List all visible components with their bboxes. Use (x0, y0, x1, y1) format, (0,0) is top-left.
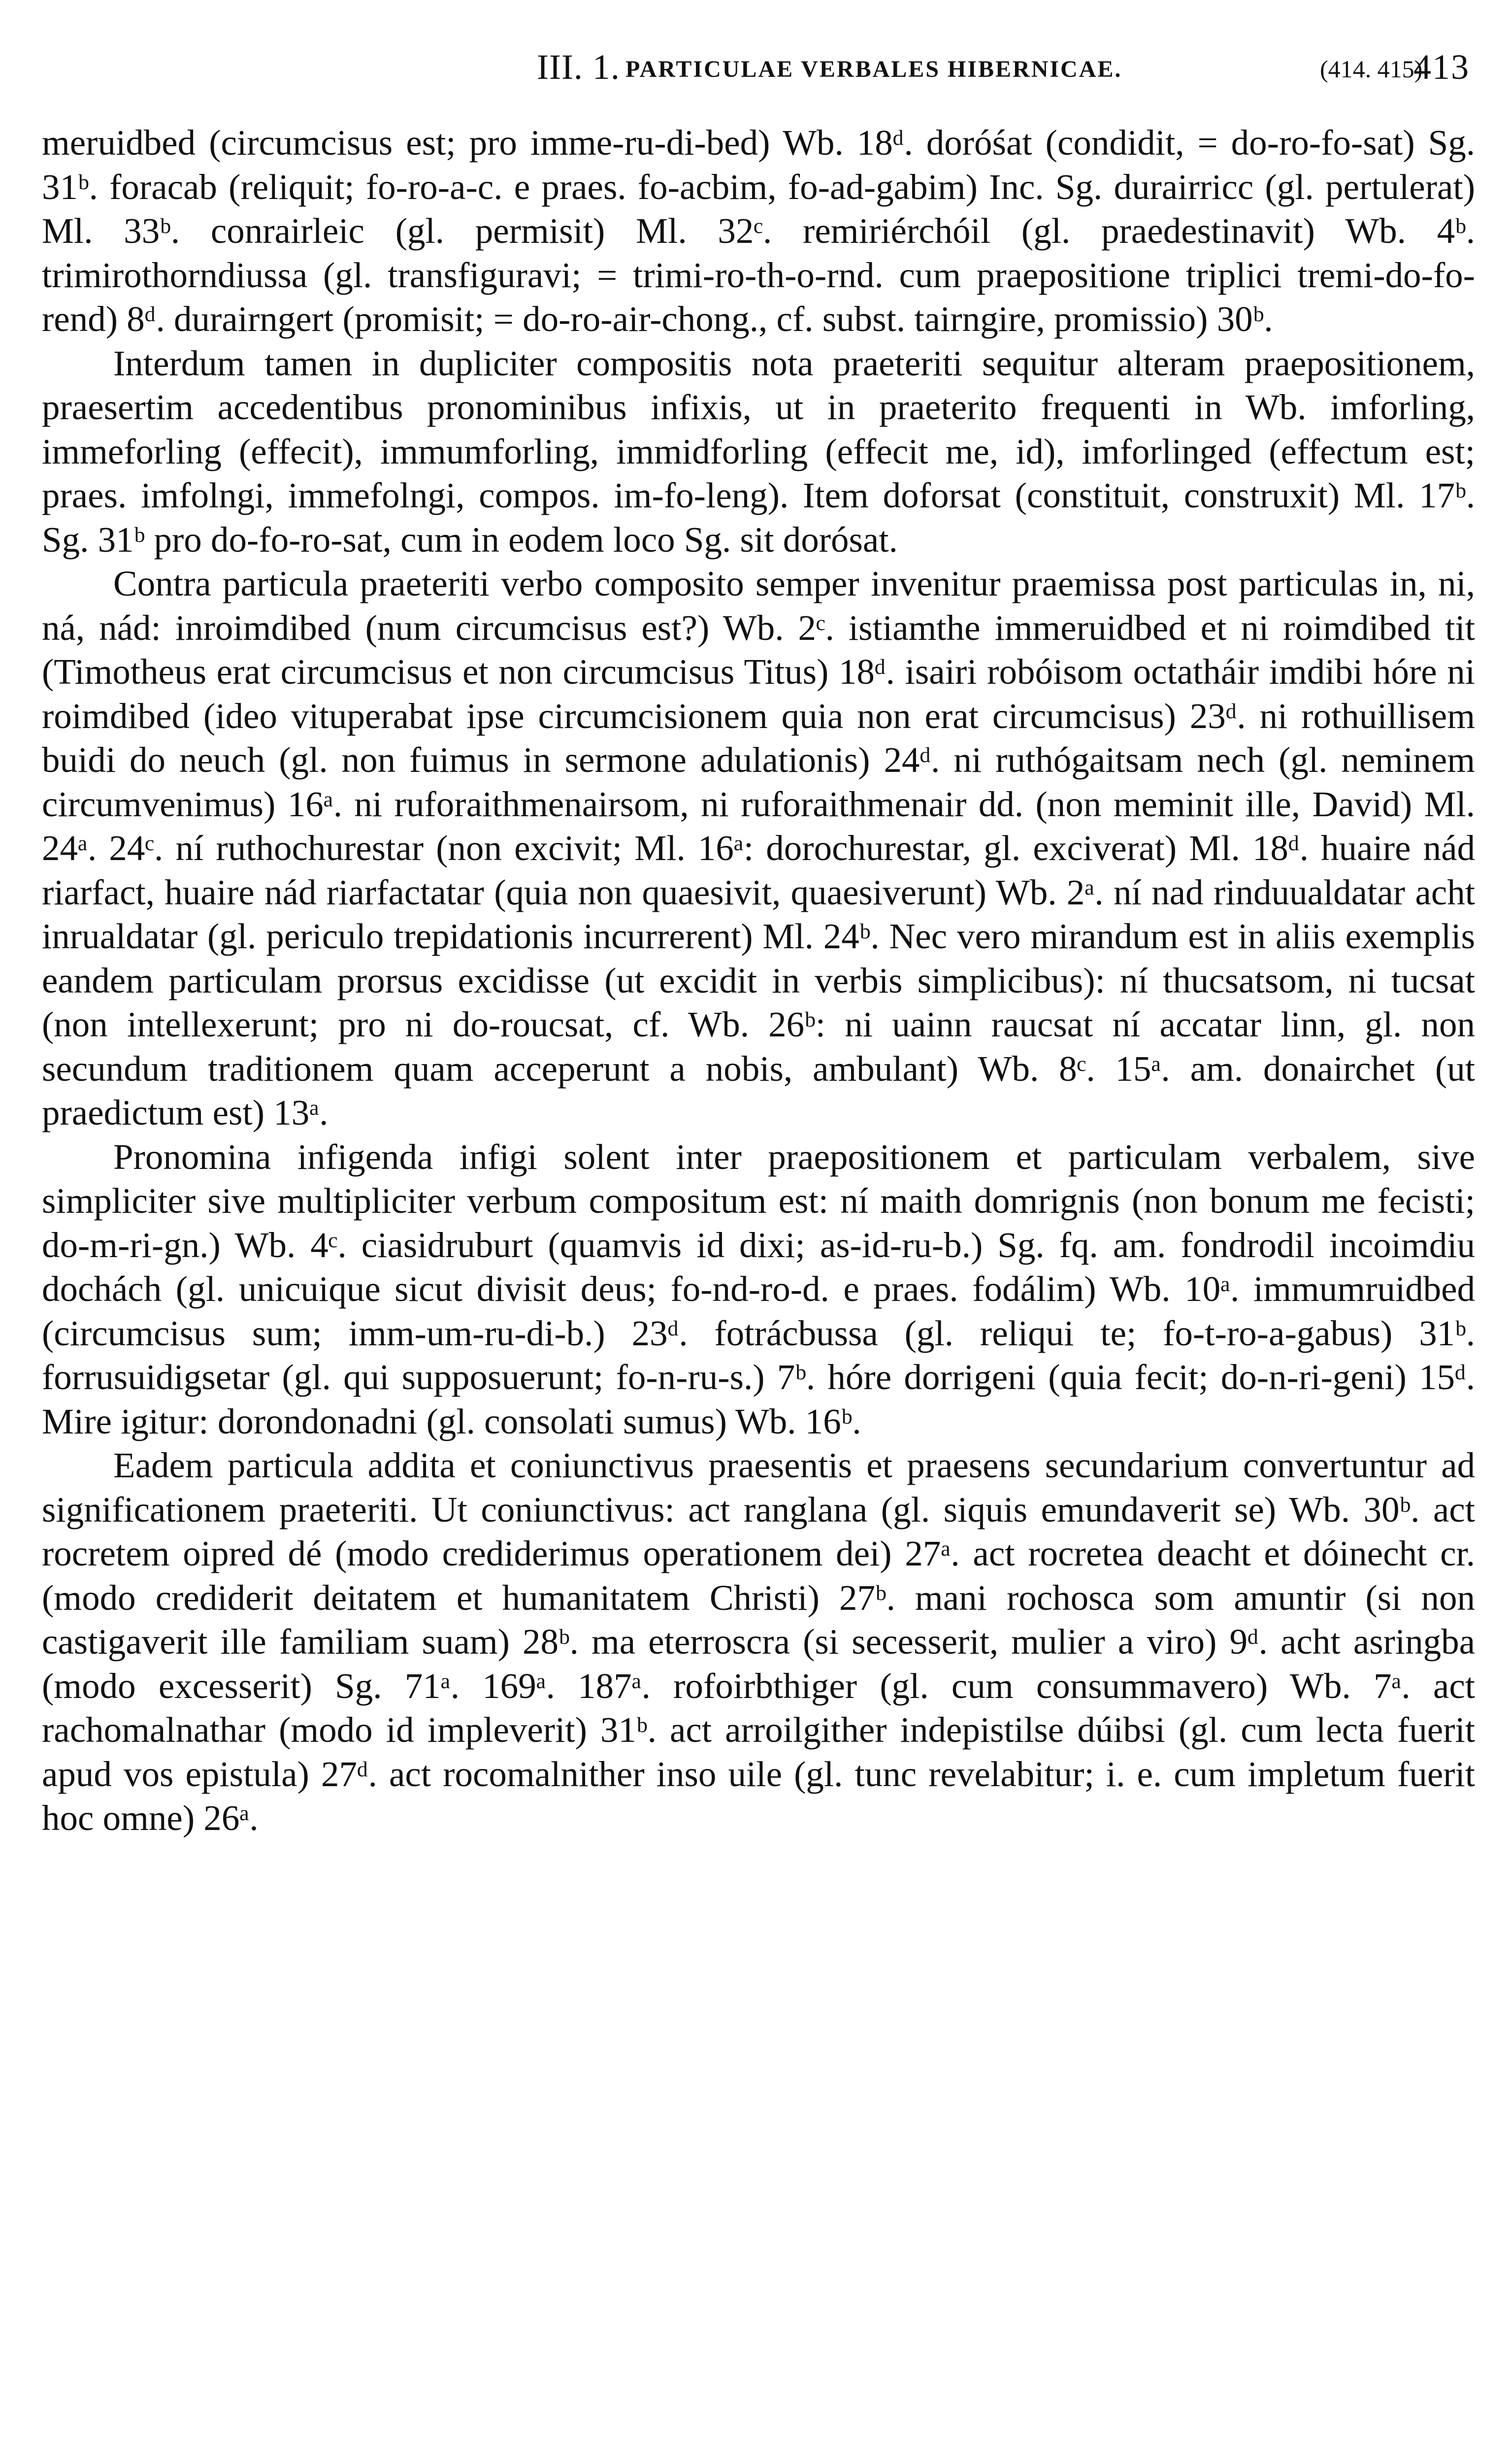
paragraph (42, 1443, 1475, 1840)
paragraph-text: meruidbed (circumcisus est; pro imme-ru-di-bed) Wb. 18ᵈ. doróśat (condidit, = do-ro-fo-sat) Sg. 31ᵇ. foracab (reliquit; fo-ro-a-c. e praes. fo-acbim, fo-ad-gabim) Inc. Sg. durairricc (gl. pertulerat) Ml. 33ᵇ. conrairleic (gl. permisit) Ml. 32ᶜ. remiriérchóil (gl. praedestinavit) Wb. 4ᵇ. trimirothorndiussa (gl. transfiguravi; = trimi-ro-th-o-rnd. cum praepositione triplici tremi-do-fo-rend) 8ᵈ. durairngert (promisit; = do-ro-air-chong., cf. subst. tairngire, promissio) 30ᵇ. (42, 123, 1475, 339)
paragraph-text: Contra particula praeteriti verbo composito semper invenitur praemissa post particulas in, ni, ná, nád: inroimdibed (num circumcisus est?) Wb. 2ᶜ. istiamthe immeruidbed et ni roimdibed tit (Timotheus erat circumcisus et non circumcisus Titus) 18ᵈ. isairi robóisom octatháir imdibi hóre ni roimdibed (ideo vituperabat ipse circumcisionem quia non erat circumcisus) 23ᵈ. ni rothuillisem buidi do neuch (gl. non fuimus in sermone adulationis) 24ᵈ. ni ruthógaitsam nech (gl. neminem circumvenimus) 16ᵃ. ni ruforaithmenairsom, ni ruforaithmenair dd. (non meminit ille, David) Ml. 24ᵃ. 24ᶜ. ní ruthochurestar (non excivit; Ml. 16ᵃ: dorochurestar, gl. exciverat) Ml. 18ᵈ. huaire nád riarfact, huaire nád riarfactatar (quia non quaesivit, quaesiverunt) Wb. 2ᵃ. ní nad rinduualdatar acht inrualdatar (gl. periculo trepidationis incurrerent) Ml. 24ᵇ. Nec vero mirandum est in aliis exemplis eandem particulam prorsus excidisse (ut excidit in verbis simplicibus): ní thucsatsom, ni tucsat (non intellexerunt; pro ni do-roucsat, cf. Wb. 26ᵇ: ni uainn raucsat ní accatar linn, gl. non secundum traditionem quam acceperunt a nobis, ambulant) Wb. 8ᶜ. 15ᵃ. am. donairchet (ut praedictum est) 13ᵃ. (42, 564, 1475, 1132)
section-range: (414. 415) (1320, 55, 1423, 83)
body-text (42, 121, 1475, 1840)
paragraph (42, 121, 1475, 341)
page-number: 413 (1413, 47, 1470, 87)
paragraph (42, 341, 1475, 562)
paragraph-text: Eadem particula addita et coniunctivus praesentis et praesens secundarium convertuntur ad significationem praeteriti. Ut coniunctivus: act ranglana (gl. siquis emundaverit se) Wb. 30ᵇ. act rocretem oipred dé (modo crediderimus operationem dei) 27ᵃ. act rocretea deacht et dóinecht cr. (modo crediderit deitatem et humanitatem Christi) 27ᵇ. mani rochosca som amuntir (si non castigaverit ille familiam suam) 28ᵇ. ma eterroscra (si secesserit, mulier a viro) 9ᵈ. acht asringba (modo excesserit) Sg. 71ᵃ. 169ᵃ. 187ᵃ. rofoirbthiger (gl. cum consummavero) Wb. 7ᵃ. act rachomalnathar (modo id impleverit) 31ᵇ. act arroilgither indepistilse dúibsi (gl. cum lecta fuerit apud vos epistula) 27ᵈ. act rocomalnither inso uile (gl. tunc revelabitur; i. e. cum impletum fuerit hoc omne) 26ᵃ. (42, 1445, 1475, 1838)
paragraph-text: Pronomina infigenda infigi solent inter praepositionem et particulam verbalem, sive simpliciter sive multipliciter verbum compositum est: ní maith domrignis (non bonum me fecisti; do-m-ri-gn.) Wb. 4ᶜ. ciasidruburt (quamvis id dixi; as-id-ru-b.) Sg. fq. am. fondrodil incoimdiu dochách (gl. unicuique sicut divisit deus; fo-nd-ro-d. e praes. fodálim) Wb. 10ᵃ. immumruidbed (circumcisus sum; imm-um-ru-di-b.) 23ᵈ. fotrácbussa (gl. reliqui te; fo-t-ro-a-gabus) 31ᵇ. forrusuidigsetar (gl. qui supposuerunt; fo-n-ru-s.) 7ᵇ. hóre dorrigeni (quia fecit; do-n-ri-geni) 15ᵈ. Mire igitur: dorondonadni (gl. consolati sumus) Wb. 16ᵇ. (42, 1136, 1475, 1441)
paragraph (42, 562, 1475, 1135)
paragraph (42, 1135, 1475, 1444)
running-head (113, 47, 1473, 91)
paragraph-text: Interdum tamen in dupliciter compositis nota praeteriti sequitur alteram praepositionem, praesertim accedentibus pronominibus infixis, ut in praeterito frequenti in Wb. imforling, immeforling (effecit), immumforling, immidforling (effecit me, id), imforlinged (effectum est; praes. imfolngi, immefolngi, compos. im-fo-leng). Item doforsat (constituit, construxit) Ml. 17ᵇ. Sg. 31ᵇ pro do-fo-ro-sat, cum in eodem loco Sg. sit dorósat. (42, 343, 1475, 560)
running-title: PARTICULAE VERBALES HIBERNICAE. (625, 56, 1122, 82)
chapter-number: III. 1. (537, 47, 620, 87)
